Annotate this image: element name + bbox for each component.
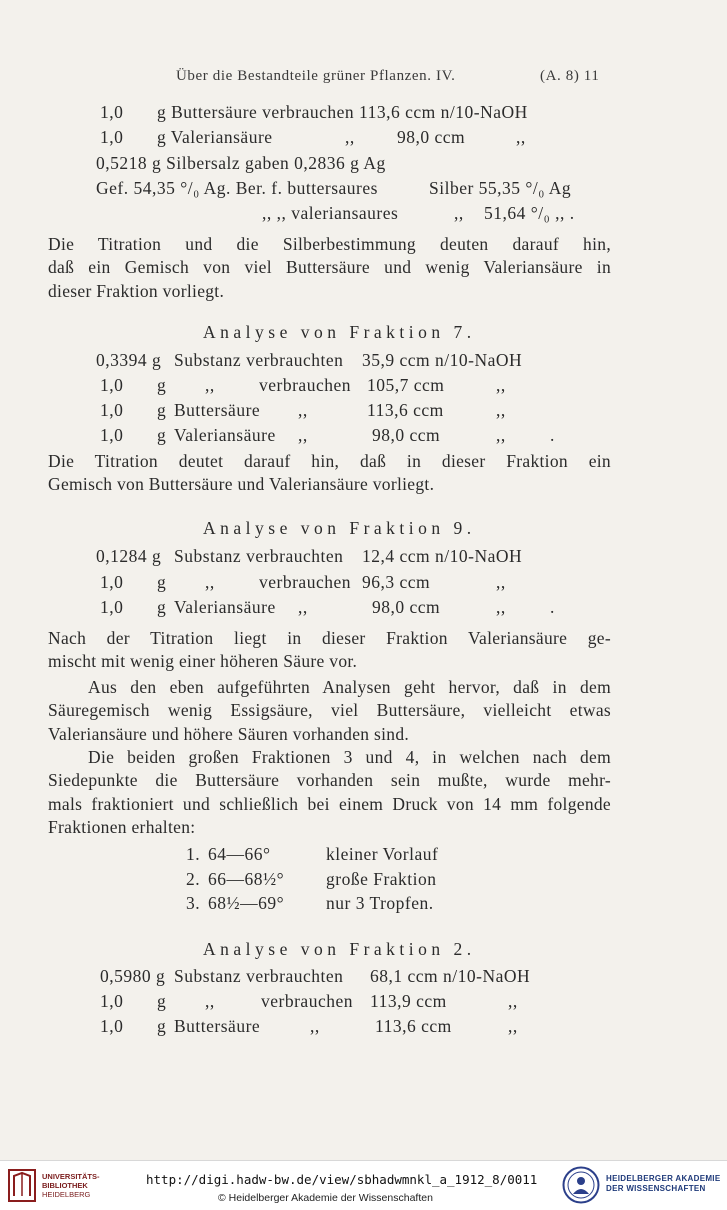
ditto-mark: ,, bbox=[205, 572, 215, 592]
ditto-mark: ,, bbox=[496, 425, 506, 445]
academy-seal-icon bbox=[562, 1166, 600, 1204]
text-line: mals fraktioniert und schließlich bei einem Druck von 14 mm folgende bbox=[48, 793, 611, 814]
data-value: 96,3 ccm bbox=[362, 572, 431, 592]
data-value: Substanz verbrauchten bbox=[174, 350, 344, 370]
data-value: verbrauchen bbox=[259, 572, 351, 592]
text-line: daß ein Gemisch von viel Buttersäure und wenig Valeriansäure in bbox=[48, 257, 611, 278]
data-line: 0,5218 g Silbersalz gaben 0,2836 g Ag bbox=[96, 153, 386, 173]
data-value: 98,0 ccm bbox=[397, 127, 466, 147]
data-value: 98,0 ccm bbox=[372, 425, 441, 445]
text-line: Säuregemisch wenig Essigsäure, viel Buttersäure, vielleicht etwas bbox=[48, 700, 611, 721]
ditto-mark: ,, bbox=[298, 425, 308, 445]
data-value: 113,6 ccm bbox=[375, 1016, 452, 1036]
data-value: g bbox=[157, 1016, 167, 1036]
text-line: Gemisch von Buttersäure und Valeriansäure vorliegt. bbox=[48, 474, 435, 495]
list-label: nur 3 Tropfen. bbox=[326, 893, 434, 913]
text-line: Valeriansäure und höhere Säuren vorhanden sind. bbox=[48, 723, 410, 744]
data-value: 1,0 bbox=[100, 375, 124, 395]
data-value: 1,0 bbox=[100, 400, 124, 420]
paragraph bbox=[48, 676, 611, 746]
data-value: . bbox=[550, 425, 555, 445]
data-value: 113,9 ccm bbox=[370, 991, 447, 1011]
academy-name: HEIDELBERGER AKADEMIE DER WISSENSCHAFTEN bbox=[606, 1174, 721, 1193]
ditto-mark: ,, bbox=[508, 991, 518, 1011]
data-line: Silber 55,35 °/₀ Ag bbox=[429, 178, 572, 198]
data-value: 51,64 °/₀ ,, . bbox=[484, 203, 575, 223]
data-value: 0,3394 g bbox=[96, 350, 162, 370]
data-value: Buttersäure bbox=[174, 1016, 261, 1036]
ditto-mark: ,, bbox=[345, 127, 355, 147]
text-line: dieser Fraktion vorliegt. bbox=[48, 280, 225, 301]
data-value: g bbox=[157, 572, 167, 592]
section-heading: Analyse von Fraktion 2. bbox=[203, 939, 476, 959]
text-line: Fraktionen erhalten: bbox=[48, 816, 196, 837]
digitization-footer bbox=[0, 1160, 727, 1210]
list-number: 3. bbox=[186, 893, 201, 913]
data-value: Valeriansäure bbox=[174, 597, 276, 617]
data-value: . bbox=[550, 597, 555, 617]
section-heading: Analyse von Fraktion 9. bbox=[203, 518, 476, 538]
data-value: Valeriansäure bbox=[174, 425, 276, 445]
paragraph bbox=[48, 233, 611, 303]
data-value: g bbox=[157, 375, 167, 395]
data-value: g bbox=[157, 425, 167, 445]
data-value: 1,0 bbox=[100, 572, 124, 592]
list-value: 68½—69° bbox=[208, 893, 285, 913]
data-value: 35,9 ccm n/10-NaOH bbox=[362, 350, 523, 370]
data-value: 105,7 ccm bbox=[367, 375, 445, 395]
list-label: kleiner Vorlauf bbox=[326, 844, 439, 864]
ditto-mark: ,, bbox=[298, 400, 308, 420]
copyright-notice: © Heidelberger Akademie der Wissenschaften bbox=[218, 1192, 433, 1204]
text-line: Siedepunkte die Buttersäure vorhanden sein mußte, wurde mehr- bbox=[48, 770, 611, 791]
text-line: Aus den eben aufgeführten Analysen geht hervor, daß in dem bbox=[88, 677, 611, 697]
ditto-mark: ,, bbox=[310, 1016, 320, 1036]
data-value: g bbox=[157, 597, 167, 617]
data-value: Buttersäure bbox=[174, 400, 261, 420]
list-value: 64—66° bbox=[208, 844, 271, 864]
page-reference: (A. 8) 11 bbox=[540, 68, 600, 84]
library-name: UNIVERSITÄTS- BIBLIOTHEK HEIDELBERG bbox=[42, 1172, 100, 1199]
data-line: 1,0 bbox=[100, 102, 124, 122]
library-logo-icon bbox=[8, 1169, 36, 1202]
data-value: verbrauchen bbox=[261, 991, 353, 1011]
data-value: 1,0 bbox=[100, 1016, 124, 1036]
data-value: 1,0 bbox=[100, 991, 124, 1011]
ditto-mark: ,, bbox=[205, 375, 215, 395]
paragraph bbox=[48, 746, 611, 839]
running-title: Über die Bestandteile grüner Pflanzen. IV. bbox=[176, 68, 456, 84]
data-line: g Valeriansäure bbox=[157, 127, 273, 147]
text-line: Die beiden großen Fraktionen 3 und 4, in welchen nach dem bbox=[88, 747, 611, 767]
ditto-mark: ,, bbox=[496, 597, 506, 617]
data-line: g Buttersäure verbrauchen 113,6 ccm n/10-NaOH bbox=[157, 102, 528, 122]
ditto-mark: ,, bbox=[496, 572, 506, 592]
ditto-mark: ,, bbox=[508, 1016, 518, 1036]
data-value: 12,4 ccm n/10-NaOH bbox=[362, 546, 523, 566]
ditto-mark: ,, bbox=[516, 127, 526, 147]
section-heading: Analyse von Fraktion 7. bbox=[203, 322, 476, 342]
list-number: 2. bbox=[186, 869, 201, 889]
data-value: 1,0 bbox=[100, 597, 124, 617]
data-line: 1,0 bbox=[100, 127, 124, 147]
text-line: Die Titration und die Silberbestimmung deuten darauf hin, bbox=[48, 234, 611, 254]
data-value: verbrauchen bbox=[259, 375, 351, 395]
data-value: 0,5980 g bbox=[100, 966, 166, 986]
data-line: ,, ,, valeriansaures bbox=[262, 203, 399, 223]
data-value: g bbox=[157, 991, 167, 1011]
data-value: g bbox=[157, 400, 167, 420]
ditto-mark: ,, bbox=[205, 991, 215, 1011]
data-value: 0,1284 g bbox=[96, 546, 162, 566]
permalink-url[interactable]: http://digi.hadw-bw.de/view/sbhadwmnkl_a_1912_8/0011 bbox=[146, 1172, 538, 1187]
list-number: 1. bbox=[186, 844, 201, 864]
ditto-mark: ,, bbox=[496, 375, 506, 395]
data-value: 68,1 ccm n/10-NaOH bbox=[370, 966, 531, 986]
data-value: Substanz verbrauchten bbox=[174, 546, 344, 566]
data-value: 1,0 bbox=[100, 425, 124, 445]
data-value: Substanz verbrauchten bbox=[174, 966, 344, 986]
data-line: Gef. 54,35 °/₀ Ag. Ber. f. buttersaures bbox=[96, 178, 378, 198]
paragraph bbox=[48, 627, 611, 674]
paragraph bbox=[48, 450, 611, 497]
data-value: 113,6 ccm bbox=[367, 400, 444, 420]
text-line: mischt mit wenig einer höheren Säure vor. bbox=[48, 651, 358, 672]
text-line: Die Titration deutet darauf hin, daß in dieser Fraktion ein bbox=[48, 451, 611, 471]
list-value: 66—68½° bbox=[208, 869, 285, 889]
ditto-mark: ,, bbox=[496, 400, 506, 420]
data-value: 98,0 ccm bbox=[372, 597, 441, 617]
ditto-mark: ,, bbox=[454, 203, 464, 223]
text-line: Nach der Titration liegt in dieser Fraktion Valeriansäure ge- bbox=[48, 628, 611, 648]
ditto-mark: ,, bbox=[298, 597, 308, 617]
list-label: große Fraktion bbox=[326, 869, 437, 889]
